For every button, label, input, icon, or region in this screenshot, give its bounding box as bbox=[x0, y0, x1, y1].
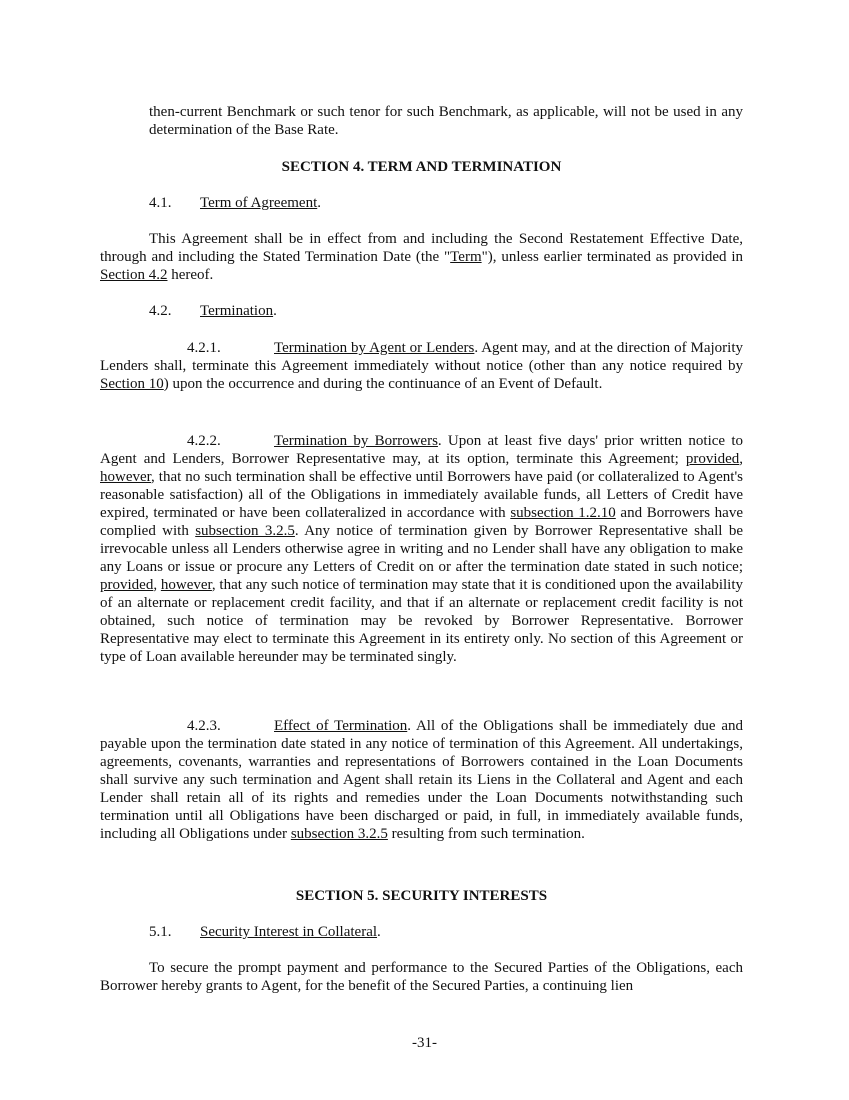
body-text: . Agent may, and at the direction of Majority Lenders shall, terminate this Agreement immediately without notice (other than any notice required by bbox=[100, 340, 743, 374]
body-text: . Any notice of termination given by Borrower Representative shall be irrevocable unless all Lenders otherwise agree in writing and no Lender shall have any obligation to make any Loans or issue or procure any Letters of Credit on or after the termination date stated in such notice; bbox=[100, 523, 743, 575]
section-4-1-heading bbox=[149, 194, 321, 212]
body-text: , that any such notice of termination may state that it is conditioned upon the availability of an alternate or replacement credit facility, and that if an alternate or replacement credit facility is not obtained, such notice of termination may be revoked by Borrower Representative. Borrower Representative may elect to terminate this Agreement in its entirety only. No section of this Agreement or type of Loan available hereunder may be terminated singly. bbox=[100, 577, 743, 665]
body-text: . All of the Obligations shall be immediately due and payable upon the termination date stated in any notice of termination of this Agreement. All undertakings, agreements, covenants, warranties and representations of Borrowers contained in the Loan Documents shall survive any such termination and Agent shall retain its Liens in the Collateral and Agent and each Lender shall retain all of its rights and remedies under the Loan Documents notwithstanding such termination until all Obligations have been discharged or paid, in full, in immediately available funds, including all Obligations under bbox=[100, 718, 743, 842]
section-4-2-1-paragraph bbox=[100, 339, 743, 393]
cross-reference: subsection 3.2.5 bbox=[195, 523, 295, 539]
body-text: "), unless earlier terminated as provided in bbox=[481, 249, 743, 265]
section-4-2-2-paragraph bbox=[100, 432, 743, 666]
section-number: 4.2. bbox=[149, 303, 172, 319]
section-number: 5.1. bbox=[149, 924, 172, 940]
section-title: Termination by Agent or Lenders bbox=[274, 340, 475, 356]
body-text: and Borrowers have complied with bbox=[100, 505, 743, 539]
section-4-1-body bbox=[100, 230, 743, 284]
defined-term: Term bbox=[450, 249, 482, 265]
section-4-heading: SECTION 4. TERM AND TERMINATION bbox=[281, 159, 562, 175]
punctuation: , bbox=[739, 451, 743, 467]
continuation-paragraph: then-current Benchmark or such tenor for such Benchmark, as applicable, will not be used in any determination of the Base Rate. bbox=[149, 104, 743, 138]
body-text: resulting from such termination. bbox=[387, 826, 585, 842]
cross-reference: Section 4.2 bbox=[100, 267, 168, 283]
punctuation: . bbox=[273, 303, 277, 319]
section-5-heading: SECTION 5. SECURITY INTERESTS bbox=[295, 888, 548, 904]
section-5-1-heading bbox=[149, 923, 381, 941]
proviso-term: however bbox=[160, 577, 212, 593]
section-number: 4.2.2. bbox=[187, 433, 221, 449]
section-number: 4.2.1. bbox=[187, 340, 221, 356]
body-text: ) upon the occurrence and during the continuance of an Event of Default. bbox=[163, 376, 603, 392]
section-5-1-body: To secure the prompt payment and performance to the Secured Parties of the Obligations, each Borrower hereby grants to Agent, for the benefit of the Secured Parties, a continuing lien bbox=[100, 960, 743, 994]
punctuation: , bbox=[153, 577, 161, 593]
body-text: hereof. bbox=[167, 267, 214, 283]
proviso-term: provided bbox=[685, 451, 740, 467]
punctuation: . bbox=[317, 195, 321, 211]
section-number: 4.2.3. bbox=[187, 718, 221, 734]
proviso-term: however bbox=[100, 469, 152, 485]
proviso-term: provided bbox=[100, 577, 154, 593]
body-text: This Agreement shall be in effect from and including the Second Restatement Effective Date, through and including the Stated Termination Date (the " bbox=[100, 231, 743, 265]
cross-reference: Section 10 bbox=[100, 376, 164, 392]
cross-reference: subsection 3.2.5 bbox=[290, 826, 388, 842]
section-title: Security Interest in Collateral bbox=[200, 924, 378, 940]
cross-reference: subsection 1.2.10 bbox=[510, 505, 616, 521]
page-number: -31- bbox=[412, 1035, 437, 1051]
section-title: Termination bbox=[200, 303, 274, 319]
section-4-2-3-paragraph bbox=[100, 717, 743, 843]
punctuation: . bbox=[377, 924, 381, 940]
section-title: Term of Agreement bbox=[200, 195, 318, 211]
section-4-2-heading bbox=[149, 302, 277, 320]
body-text: . Upon at least five days' prior written notice to Agent and Lenders, Borrower Representative may, at its option, terminate this Agreement; bbox=[100, 433, 743, 467]
section-title: Effect of Termination bbox=[274, 718, 408, 734]
body-text: , that no such termination shall be effective until Borrowers have paid (or collateralized to Agent's reasonable satisfaction) all of the Obligations in immediately available funds, all Letters of Credit have expired, terminated or have been collateralized in accordance with bbox=[100, 469, 743, 521]
section-title: Termination by Borrowers bbox=[274, 433, 438, 449]
section-number: 4.1. bbox=[149, 195, 172, 211]
